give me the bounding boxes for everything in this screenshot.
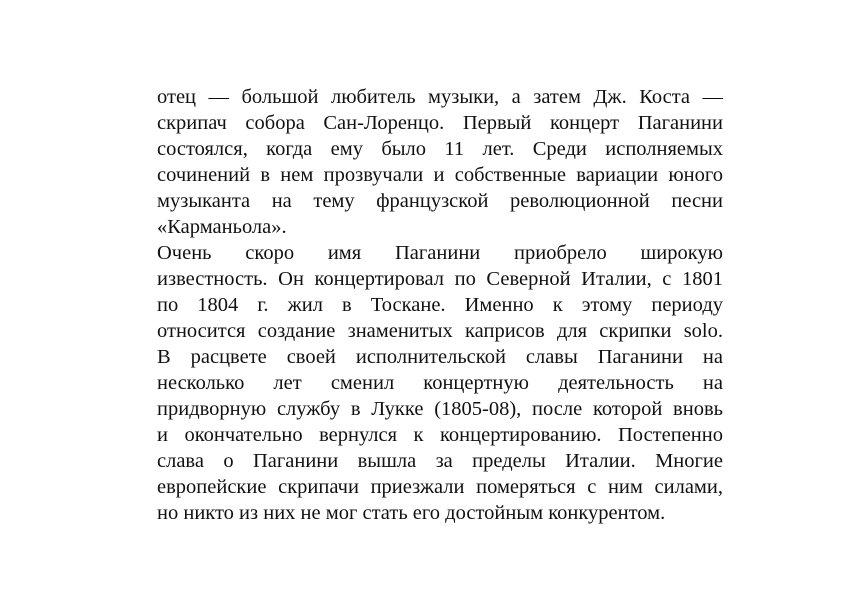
text-line: сочинений в нем прозвучали и собственные вариации юного (157, 164, 723, 186)
text-line: по 1804 г. жил в Тоскане. Именно к этому периоду (157, 294, 723, 316)
text-line: скрипач собора Сан-Лоренцо. Первый концерт Паганини (157, 112, 723, 134)
text-line: и окончательно вернулся к концертированию. Постепенно (157, 424, 723, 446)
text-line: несколько лет сменил концертную деятельность на (157, 372, 723, 394)
text-line: отец — большой любитель музыки, а затем Дж. Коста — (157, 86, 723, 108)
text-line: но никто из них не мог стать его достойным конкурентом. (157, 502, 666, 524)
text-line: известность. Он концертировал по Северной Италии, с 1801 (157, 268, 723, 290)
text-line: музыканта на тему французской революционной песни (157, 190, 723, 212)
text-line: придворную службу в Лукке (1805-08), после которой вновь (157, 398, 723, 420)
body-text (157, 84, 723, 526)
text-line: относится создание знаменитых каприсов для скрипки solo. (157, 320, 723, 342)
text-line: европейские скрипачи приезжали померяться с ним силами, (157, 476, 723, 498)
text-line: слава о Паганини вышла за пределы Италии. Многие (157, 450, 723, 472)
text-line: состоялся, когда ему было 11 лет. Среди исполняемых (157, 138, 723, 160)
text-line: «Карманьола». (157, 216, 287, 238)
text-line: В расцвете своей исполнительской славы Паганини на (157, 346, 723, 368)
text-line: Очень скоро имя Паганини приобрело широкую (157, 242, 723, 264)
